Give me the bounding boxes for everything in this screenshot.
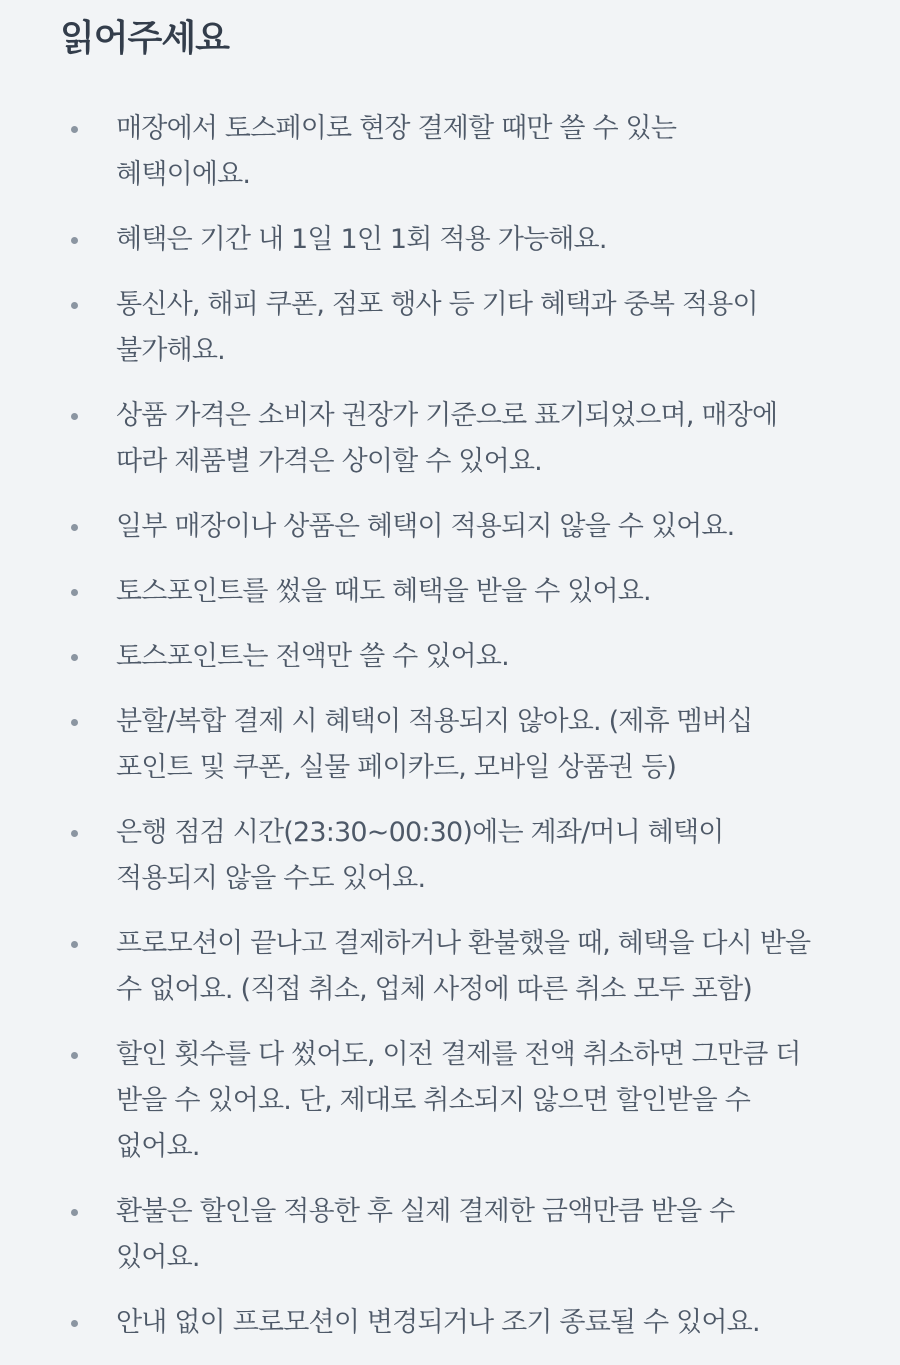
list-item-text: 환불은 할인을 적용한 후 실제 결제한 금액만큼 받을 수 있어요.: [116, 1196, 735, 1273]
list-item-text: 통신사, 해피 쿠폰, 점포 행사 등 기타 혜택과 중복 적용이 불가해요.: [116, 289, 758, 366]
bullet-dot-icon: [71, 237, 78, 244]
list-item: [0, 699, 900, 791]
list-item-text: 상품 가격은 소비자 권장가 기준으로 표기되었으며, 매장에 따라 제품별 가격은 상이할 수 있어요.: [116, 400, 778, 477]
list-item-text: 할인 횟수를 다 썼어도, 이전 결제를 전액 취소하면 그만큼 더 받을 수 있어요. 단, 제대로 취소되지 않으면 할인받을 수 없어요.: [116, 1039, 801, 1162]
bullet-dot-icon: [71, 1209, 78, 1216]
list-item-text: 혜택은 기간 내 1일 1인 1회 적용 가능해요.: [116, 224, 607, 255]
bullet-dot-icon: [71, 941, 78, 948]
bullet-dot-icon: [71, 654, 78, 661]
list-item: [0, 634, 900, 680]
list-item: [0, 569, 900, 615]
bullet-dot-icon: [71, 524, 78, 531]
list-item-text: 프로모션이 끝나고 결제하거나 환불했을 때, 혜택을 다시 받을 수 없어요. (직접 취소, 업체 사정에 따른 취소 모두 포함): [116, 928, 811, 1005]
bullet-dot-icon: [71, 413, 78, 420]
list-item-text: 일부 매장이나 상품은 혜택이 적용되지 않을 수 있어요.: [116, 511, 735, 542]
list-item: [0, 1189, 900, 1281]
list-item-text: 은행 점검 시간(23:30~00:30)에는 계좌/머니 혜택이 적용되지 않을 수도 있어요.: [116, 817, 724, 894]
list-item-text: 토스포인트는 전액만 쓸 수 있어요.: [116, 641, 509, 672]
list-item-text: 토스포인트를 썼을 때도 혜택을 받을 수 있어요.: [116, 576, 651, 607]
list-item-text: 분할/복합 결제 시 혜택이 적용되지 않아요. (제휴 멤버십 포인트 및 쿠폰, 실물 페이카드, 모바일 상품권 등): [116, 706, 753, 783]
list-item: [0, 217, 900, 263]
list-item: [0, 504, 900, 550]
bullet-dot-icon: [71, 1052, 78, 1059]
list-item: [0, 810, 900, 902]
list-item-text: 안내 없이 프로모션이 변경되거나 조기 종료될 수 있어요.: [116, 1307, 760, 1338]
notice-list: [0, 106, 900, 1365]
list-item-text: 매장에서 토스페이로 현장 결제할 때만 쓸 수 있는 혜택이에요.: [116, 113, 677, 190]
bullet-dot-icon: [71, 302, 78, 309]
list-item: [0, 282, 900, 374]
list-item: [0, 1032, 900, 1170]
list-item: [0, 921, 900, 1013]
bullet-dot-icon: [71, 719, 78, 726]
page-title: 읽어주세요: [60, 18, 229, 59]
bullet-dot-icon: [71, 589, 78, 596]
bullet-dot-icon: [71, 126, 78, 133]
list-item: [0, 1300, 900, 1346]
list-item: [0, 393, 900, 485]
bullet-dot-icon: [71, 830, 78, 837]
list-item: [0, 106, 900, 198]
bullet-dot-icon: [71, 1320, 78, 1327]
